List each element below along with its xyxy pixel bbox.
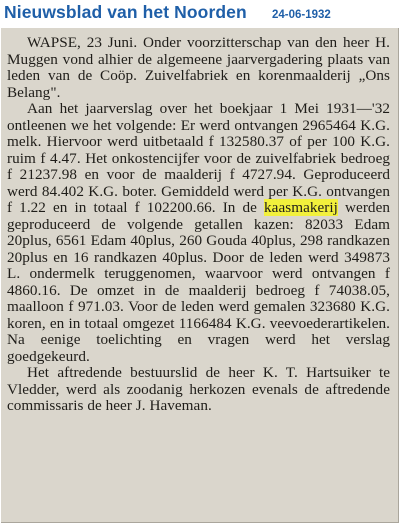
article-paragraph-2 (7, 101, 390, 365)
highlighted-search-term: kaasmakerij (264, 199, 338, 216)
newspaper-clipping (1, 28, 399, 523)
newspaper-title: Nieuwsblad van het Noorden (4, 2, 247, 22)
page-header (0, 0, 400, 30)
publication-date: 24-06-1932 (272, 9, 331, 21)
article-body (7, 35, 390, 415)
article-paragraph-3: Het aftredende bestuurslid de heer K. T. Hartsuiker te Vledder, werd als zoodanig herkozen evenals de aftredende commissaris de heer J. Haveman. (7, 364, 390, 414)
paragraph-2-text-end: werden geproduceerd de volgende getallen kazen: 82033 Edam 20plus, 6561 Edam 40plus, 260 Gouda 40plus, 298 randkazen 20plus en 16 randkazen 40plus. Door de leden werd 349873 L. ondermelk teruggenomen, waarvoor werd ontvangen f 4860.16. De omzet in de maalderij bedroeg f 74038.05, maalloon f 971.03. Voor de leden werd gemalen 323680 K.G. koren, en in totaal omgezet 1166484 K.G. veevoederartikelen. Na eenige toelichting en vragen werd het verslag goedgekeurd. (7, 199, 390, 365)
article-paragraph-1: WAPSE, 23 Juni. Onder voorzitterschap van den heer H. Muggen vond alhier de algemeene jaarvergadering plaats van leden van de Coöp. Zuivelfabriek en korenmaalderij „Ons Belang". (7, 34, 390, 101)
paragraph-2-text-start: Aan het jaarverslag over het boekjaar 1 Mei 1931—'32 ontleenen we het volgende: Er werd ontvangen 2965464 K.G. melk. Hiervoor werd uitbetaald f 132580.37 of per 100 K.G. ruim f 4.47. Het onkostencijfer voor de zuivelfabriek bedroeg f 21237.98 en voor de maalderij f 4727.94. Geproduceerd werd 84.402 K.G. boter. Gemiddeld werd per K.G. ontvangen f 1.22 en in totaal f 102200.66. In de (7, 100, 390, 216)
